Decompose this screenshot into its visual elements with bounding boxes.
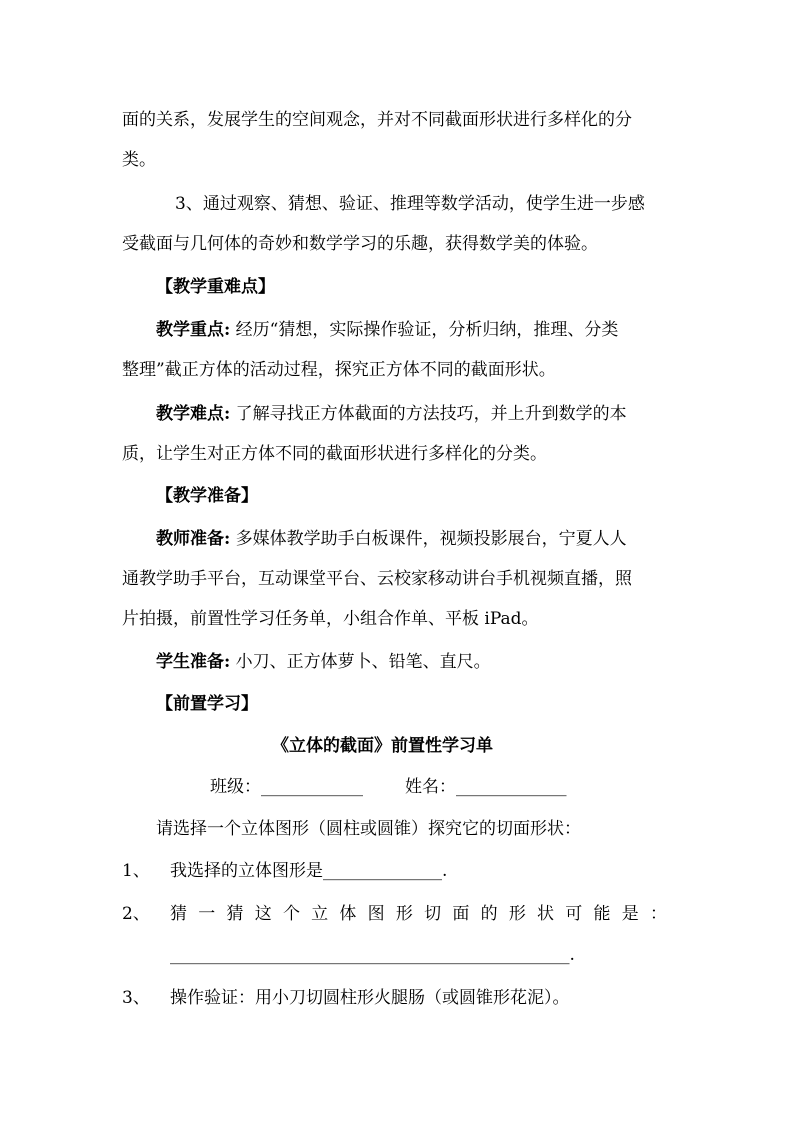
paragraph-line: 质，让学生对正方体不同的截面形状进行多样化的分类。 bbox=[122, 444, 547, 464]
answer-line: _______________________________________________. bbox=[170, 945, 575, 965]
difficulty-label: 教学难点: bbox=[156, 404, 231, 424]
instruction-text: 请选择一个立体图形（圆柱或圆锥）探究它的切面形状： bbox=[156, 819, 581, 839]
justified-char: 体 bbox=[339, 904, 357, 924]
student-prep-label: 学生准备: bbox=[156, 652, 231, 672]
key-point-paragraph bbox=[156, 318, 618, 342]
key-point-text: 经历“猜想，实际操作验证，分析归纳，推理、分类 bbox=[230, 320, 619, 340]
difficulty-paragraph bbox=[156, 402, 627, 426]
justified-char: 状 bbox=[537, 904, 555, 924]
justified-char: 切 bbox=[424, 904, 442, 924]
section-heading-preparation: 【教学准备】 bbox=[156, 486, 258, 506]
paragraph-line: 通教学助手平台，互动课堂平台、云校家移动讲台手机视频直播，照 bbox=[122, 569, 632, 589]
justified-char: 的 bbox=[480, 904, 498, 924]
item-text bbox=[170, 902, 667, 926]
justified-char: ： bbox=[649, 904, 667, 924]
paragraph-line: 3、通过观察、猜想、验证、推理等数学活动，使学生进一步感 bbox=[175, 194, 645, 214]
paragraph-line: 片拍摄，前置性学习任务单，小组合作单、平板 iPad。 bbox=[122, 609, 539, 629]
class-field: 班级：____________ bbox=[210, 777, 363, 797]
justified-char: 这 bbox=[254, 904, 272, 924]
student-prep-paragraph bbox=[156, 650, 491, 674]
justified-char: 形 bbox=[395, 904, 413, 924]
item-text: 操作验证：用小刀切圆柱形火腿肠（或圆锥形花泥）。 bbox=[170, 988, 570, 1008]
section-heading-key-points: 【教学重难点】 bbox=[156, 277, 275, 297]
justified-char: 个 bbox=[282, 904, 300, 924]
justified-char: 猜 bbox=[170, 904, 187, 924]
paragraph-line: 类。 bbox=[122, 150, 156, 170]
teacher-prep-label: 教师准备: bbox=[156, 529, 231, 549]
teacher-prep-text: 多媒体教学助手白板课件，视频投影展台，宁夏人人 bbox=[230, 529, 627, 549]
justified-char: 一 bbox=[198, 904, 216, 924]
justified-char: 可 bbox=[565, 904, 583, 924]
item-number: 3、 bbox=[122, 988, 150, 1008]
paragraph-line: 受截面与几何体的奇妙和数学学习的乐趣，获得数学美的体验。 bbox=[122, 234, 598, 254]
worksheet-title: 《立体的截面》前置性学习单 bbox=[272, 736, 493, 756]
justified-char: 是 bbox=[621, 904, 639, 924]
item-number: 1、 bbox=[122, 861, 150, 881]
item-text: 我选择的立体图形是______________. bbox=[170, 861, 448, 881]
item-text-justified bbox=[170, 902, 667, 926]
paragraph-line: 整理”截正方体的活动过程，探究正方体不同的截面形状。 bbox=[122, 360, 556, 380]
student-prep-text: 小刀、正方体萝卜、铅笔、直尺。 bbox=[230, 652, 491, 672]
justified-char: 形 bbox=[508, 904, 526, 924]
paragraph-line: 面的关系，发展学生的空间观念，并对不同截面形状进行多样化的分 bbox=[122, 110, 632, 130]
section-heading-pre-study: 【前置学习】 bbox=[156, 694, 258, 714]
justified-char: 图 bbox=[367, 904, 385, 924]
difficulty-text: 了解寻找正方体截面的方法技巧，并上升到数学的本 bbox=[230, 404, 627, 424]
justified-char: 能 bbox=[593, 904, 611, 924]
name-field: 姓名：_____________ bbox=[405, 777, 567, 797]
justified-char: 面 bbox=[452, 904, 470, 924]
justified-char: 立 bbox=[311, 904, 329, 924]
item-number: 2、 bbox=[122, 904, 150, 924]
justified-char: 猜 bbox=[226, 904, 244, 924]
teacher-prep-paragraph bbox=[156, 527, 627, 551]
key-point-label: 教学重点: bbox=[156, 320, 231, 340]
